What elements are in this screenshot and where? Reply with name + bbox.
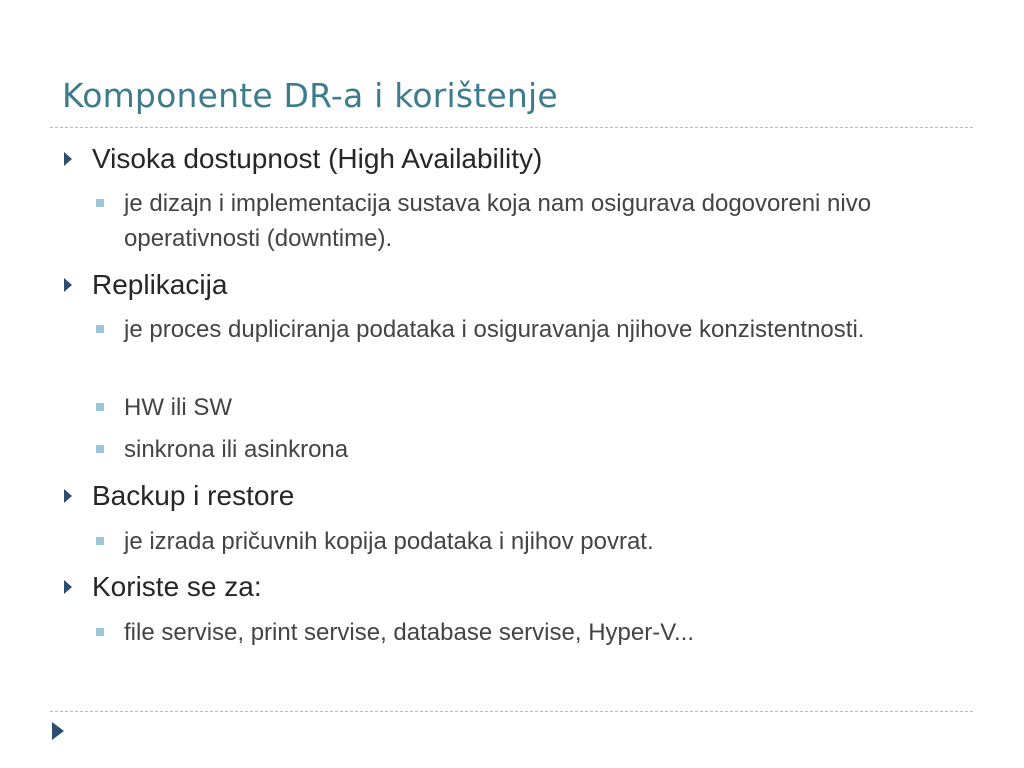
subbullet-text: HW ili SW [124, 394, 232, 421]
triangle-right-icon [64, 580, 72, 594]
square-bullet-icon [96, 325, 104, 333]
bullet-backup-restore [92, 479, 294, 513]
subbullet-text: je izrada pričuvnih kopija podataka i njihov povrat. [124, 528, 654, 555]
triangle-right-icon [52, 722, 64, 740]
triangle-right-icon [64, 489, 72, 503]
square-bullet-icon [96, 628, 104, 636]
subbullet-text: je dizajn i implementacija sustava koja nam osigurava dogovoreni nivo operativnosti (downtime). [124, 190, 872, 252]
subbullet-sync-async [124, 432, 348, 467]
bullet-visoka-dostupnost [92, 142, 542, 176]
subbullet-text: file servise, print servise, database servise, Hyper-V... [124, 619, 695, 646]
bullet-koriste-se-za [92, 570, 262, 604]
subbullet-hw-sw [124, 390, 232, 425]
bullet-label: Koriste se za: [92, 571, 262, 602]
subbullet-ha-definition [124, 186, 884, 256]
bullet-replikacija [92, 268, 227, 302]
square-bullet-icon [96, 403, 104, 411]
subbullet-replication-definition [124, 312, 884, 347]
triangle-right-icon [64, 278, 72, 292]
bullet-label: Replikacija [92, 269, 228, 300]
subbullet-services [124, 615, 694, 650]
square-bullet-icon [96, 445, 104, 453]
footer-divider [50, 711, 973, 712]
subbullet-backup-definition [124, 524, 654, 559]
slide-title: Komponente DR-a i korištenje [62, 76, 558, 115]
bullet-label: Visoka dostupnost (High Availability) [92, 143, 543, 174]
subbullet-text: sinkrona ili asinkrona [124, 436, 349, 463]
square-bullet-icon [96, 537, 104, 545]
square-bullet-icon [96, 199, 104, 207]
bullet-label: Backup i restore [92, 480, 295, 511]
triangle-right-icon [64, 152, 72, 166]
subbullet-text: je proces dupliciranja podataka i osiguravanja njihove konzistentnosti. [124, 316, 865, 343]
